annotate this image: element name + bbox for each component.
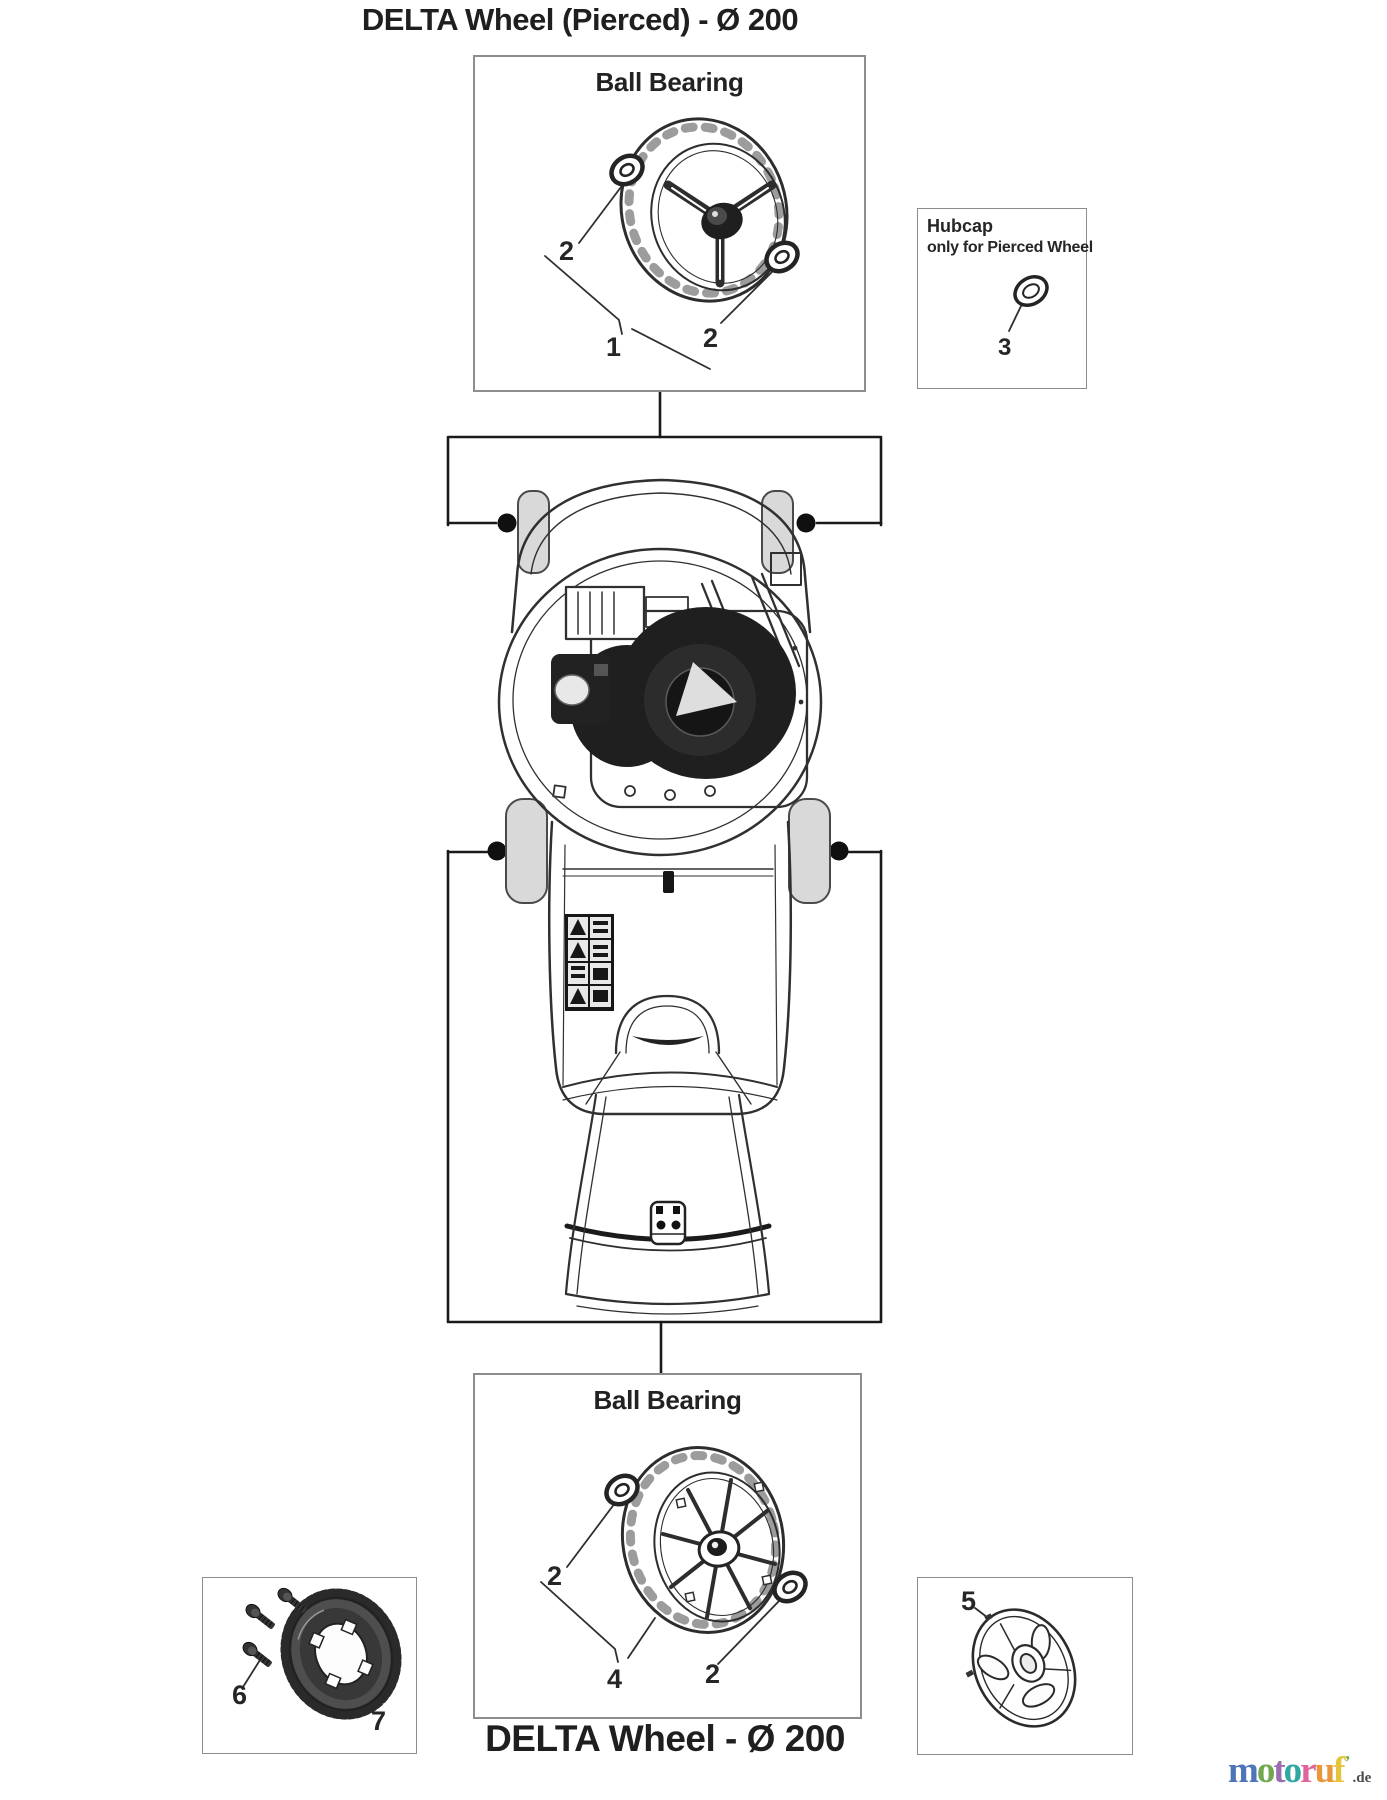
wheel-cover-illustration: [918, 1578, 1129, 1751]
logo-tld: .de: [1352, 1770, 1372, 1786]
pierced-wheel: [598, 97, 811, 323]
rear-hinge: [563, 869, 773, 893]
mower-body: [499, 480, 821, 1114]
box-title-ball-bearing-bottom: Ball Bearing: [593, 1385, 742, 1415]
bottom-title: DELTA Wheel - Ø 200: [485, 1718, 845, 1759]
part-label-wheel-cover: 5: [961, 1586, 977, 1616]
ball-bearing-top-box: [473, 55, 866, 392]
part-label-screws: 6: [232, 1680, 248, 1710]
hubcap-note-line2: only for Pierced Wheel: [927, 239, 1093, 256]
hubcap-note-box: [917, 208, 1093, 389]
rear-left-wheel: [506, 799, 547, 903]
hubcap-note-line1: Hubcap: [927, 216, 994, 236]
logo-letters: motoruf: [1228, 1750, 1344, 1791]
engine-assembly: [551, 553, 807, 807]
part-label-bearing: 2: [703, 323, 719, 353]
page-title: DELTA Wheel (Pierced) - Ø 200: [361, 2, 799, 37]
warning-label: [565, 914, 614, 1011]
front-right-marker-dot: [797, 514, 816, 533]
part-label-bearing: 2: [705, 1659, 721, 1689]
part-label-bearing: 2: [547, 1561, 563, 1591]
rear-right-marker-dot: [830, 842, 849, 861]
part-label-wheel: 4: [607, 1664, 623, 1694]
box-title-ball-bearing-top: Ball Bearing: [595, 67, 744, 97]
logo-accent-mark: ’: [1344, 1752, 1351, 1772]
screw: [243, 1602, 277, 1632]
front-left-marker-dot: [498, 514, 517, 533]
delta-wheel-illustration: [475, 1375, 856, 1713]
part-label-hubcap: 3: [998, 334, 1012, 361]
ball-bearing-bottom-box: [473, 1373, 862, 1719]
pierced-wheel-illustration: [475, 57, 860, 386]
rear-latch: [651, 1202, 685, 1244]
hubcap-ring: [1010, 271, 1053, 311]
motoruf-logo: [1228, 1752, 1371, 1789]
rear-left-marker-dot: [488, 842, 507, 861]
delta-wheel: [605, 1432, 800, 1647]
part-label-ring-gear: 7: [371, 1706, 387, 1736]
gear-kit-box: [202, 1577, 417, 1754]
part-label-bearing: 2: [559, 236, 575, 266]
part-label-wheel: 1: [606, 332, 622, 362]
grass-catcher: [586, 996, 751, 1104]
wheel-cover-box: [917, 1577, 1133, 1755]
rear-right-wheel: [789, 799, 830, 903]
